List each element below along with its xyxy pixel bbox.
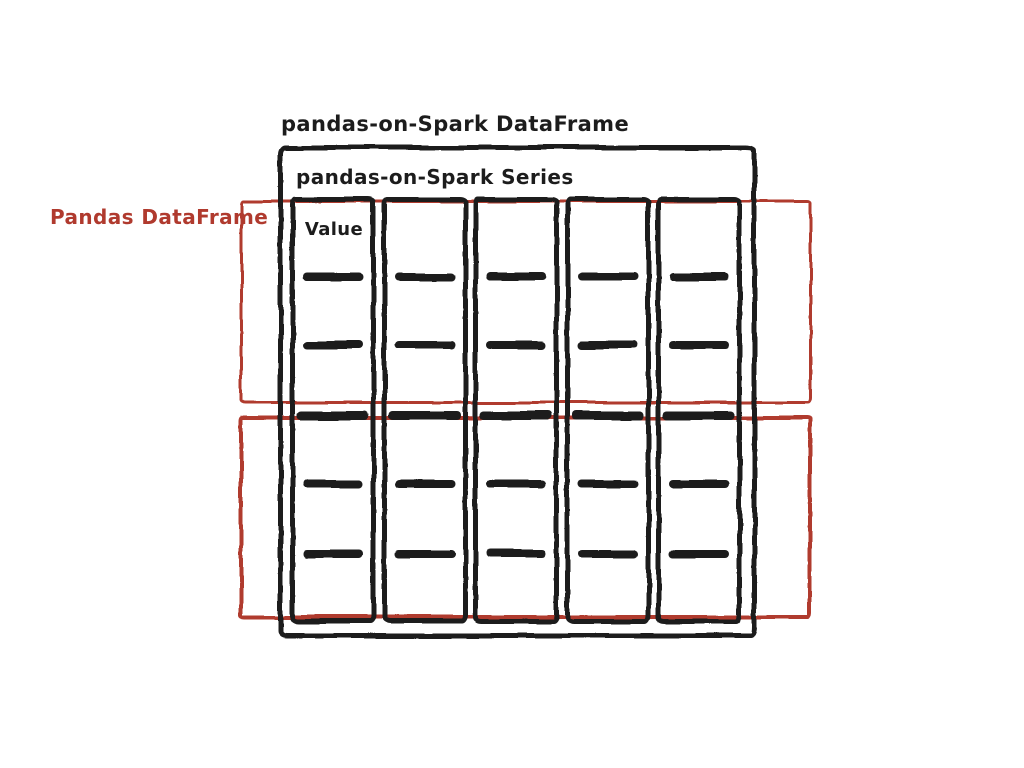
cell-value-dash: [303, 480, 363, 488]
cell-value-dash: [578, 550, 638, 558]
cell-value-dash: [669, 341, 729, 349]
cell-value-dash: [578, 273, 638, 281]
cell-value-dash: [669, 273, 729, 281]
cell-value-dash: [663, 411, 735, 420]
pandas-on-spark-series-column: [473, 197, 559, 624]
value-column-header: Value: [304, 219, 364, 240]
pandas-on-spark-series-column: [382, 197, 468, 624]
cell-value-dash: [578, 480, 638, 488]
cell-value-dash: [395, 480, 455, 488]
cell-value-dash: [395, 550, 455, 558]
cell-value-dash: [395, 273, 455, 281]
pandas-on-spark-series-column: [290, 197, 376, 624]
cell-value-dash: [303, 550, 363, 558]
cell-value-dash: [486, 341, 546, 349]
pandas-on-spark-series-column: [565, 197, 651, 624]
cell-value-dash: [480, 411, 552, 420]
cell-value-dash: [486, 480, 546, 488]
cell-value-dash: [669, 480, 729, 488]
cell-value-dash: [303, 341, 363, 349]
pandas-on-spark-series-column: [656, 197, 742, 624]
cell-value-dash: [389, 411, 461, 420]
cell-value-dash: [297, 411, 369, 420]
cell-value-dash: [669, 550, 729, 558]
cell-value-dash: [486, 273, 546, 281]
pandas-on-spark-series-label: pandas-on-Spark Series: [296, 165, 574, 189]
cell-value-dash: [303, 273, 363, 281]
pandas-dataframe-label: Pandas DataFrame: [50, 205, 269, 229]
cell-value-dash: [395, 341, 455, 349]
pandas-on-spark-dataframe-title: pandas-on-Spark DataFrame: [281, 112, 630, 136]
cell-value-dash: [486, 550, 546, 558]
cell-value-dash: [572, 411, 644, 420]
cell-value-dash: [578, 341, 638, 349]
